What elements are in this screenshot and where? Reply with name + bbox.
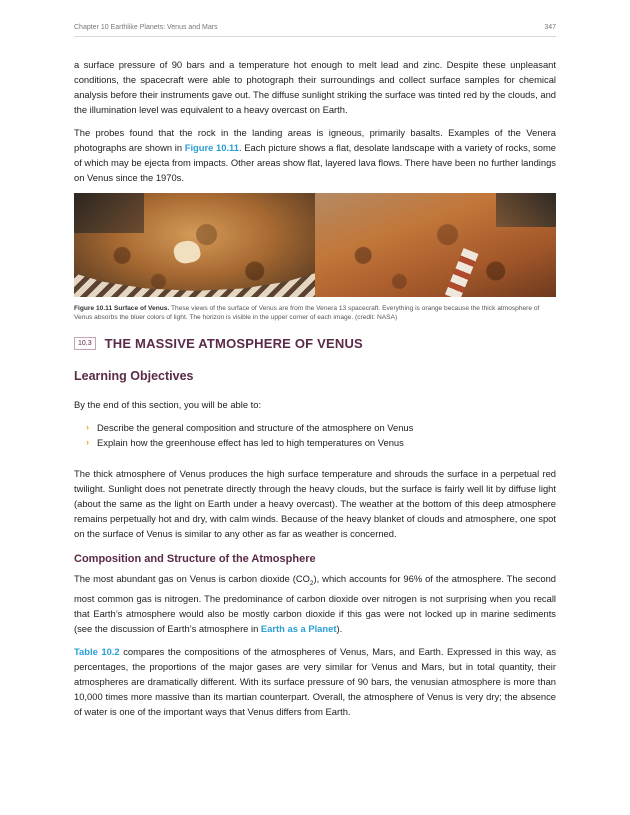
paragraph-5-text: compares the compositions of the atmospheres of Venus, Mars, and Earth. Expressed in this way, as percentages, the proportions of the major gases are very similar for Venus and Mars, but in total quantity, their atmospheres are dramatically different. With its surface pressure of 90 bars, the venusian atmosphere is more than 10,000 times more massive than its martian counterpart. Overall, the atmosphere of Venus is very dry; the absence of water is one of the important ways that Venus differs from Earth.	[74, 645, 557, 717]
section-number-badge: 10.3	[74, 337, 96, 350]
chapter-title: Chapter 10 Earthlike Planets: Venus and Mars	[74, 24, 218, 31]
figure-10-11-link[interactable]: Figure 10.11	[184, 142, 239, 153]
horizon-corner	[496, 193, 556, 227]
list-item	[74, 420, 556, 435]
paragraph-3: The thick atmosphere of Venus produces the high surface temperature and shrouds the surface in a perpetual red twilight. Sunlight does not penetrate directly through the heavy clouds, but the surface is fairly well lit by diffuse light (about the same as the light on Earth under a heavy overcast). The weather at the bottom of this deep atmosphere remains perpetually hot and dry, with calm winds. Because of the heavy blanket of clouds and atmosphere, one spot on the surface of Venus is similar to any other as far as weather is concerned.	[74, 468, 556, 539]
paragraph-4-text-c: ).	[336, 622, 343, 634]
earth-as-a-planet-link[interactable]: Earth as a Planet	[260, 622, 337, 634]
paragraph-2-text-a: The probes found that the rock in the landing areas is igneous, primarily basalts. Examples of the Venera photographs are shown in	[74, 127, 556, 153]
paragraph-1: a surface pressure of 90 bars and a temperature hot enough to melt lead and zinc. Despite these unpleasant conditions, the spacecraft were able to photograph their surroundings and collect surface samples for chemical analysis before their instruments gave out. The diffuse sunlight striking the surface was tinted red by the clouds, and the illumination level was equivalent to a heavy overcast on Earth.	[74, 59, 556, 115]
subsection-heading: Composition and Structure of the Atmosphere	[74, 553, 316, 565]
list-item	[74, 435, 556, 450]
paragraph-2-text-b: . Each picture shows a flat, desolate landscape with a variety of rocks, some of which may be ejecta from impacts. Other areas show flat, layered lava flows. There have been no further landings on Venus since the 1970s.	[74, 142, 556, 183]
section-heading	[74, 336, 556, 351]
horizon-corner	[74, 193, 144, 233]
paragraph-2	[74, 125, 556, 185]
objective-text: Describe the general composition and structure of the atmosphere on Venus	[97, 422, 414, 433]
learning-objectives-list	[74, 420, 556, 450]
chevron-right-icon: ›	[86, 437, 89, 447]
paragraph-4-text-a: The most abundant gas on Venus is carbon dioxide (CO	[74, 573, 310, 584]
figure-caption	[74, 304, 556, 322]
header-divider	[74, 36, 556, 37]
table-10-2-link[interactable]: Table 10.2	[74, 645, 120, 657]
venera-panorama-left	[74, 193, 315, 297]
figure-caption-text: These views of the surface of Venus are from the Venera 13 spacecraft. Everything is orange because the thick atmosphere of Venus absorbs the bluer colors of light. The horizon is visible in the upper corner of each image. (credit: NASA)	[74, 305, 540, 321]
main-content	[74, 57, 556, 727]
page-number: 347	[544, 24, 556, 31]
venera-panorama-right	[315, 193, 556, 297]
subscript: 2	[309, 579, 314, 587]
venera-surface-figure	[74, 193, 556, 297]
learning-objectives-intro: By the end of this section, you will be able to:	[74, 399, 262, 410]
objective-text: Explain how the greenhouse effect has led to high temperatures on Venus	[97, 437, 404, 448]
section-title: THE MASSIVE ATMOSPHERE OF VENUS	[104, 336, 363, 351]
running-head	[74, 24, 556, 31]
chevron-right-icon: ›	[86, 422, 89, 432]
paragraph-5	[74, 644, 556, 719]
paragraph-4-text-b: ), which accounts for 96% of the atmosphere. The second most common gas is nitrogen. The predominance of carbon dioxide over nitrogen is not surprising when you recall that Earth’s atmosphere would also be mostly carbon dioxide if this gas were not locked up in marine sediments (see the discussion of Earth’s atmosphere in	[74, 573, 556, 634]
paragraph-4	[74, 571, 556, 636]
figure-caption-label: Figure 10.11 Surface of Venus.	[74, 305, 170, 312]
learning-objectives-heading: Learning Objectives	[74, 369, 194, 383]
